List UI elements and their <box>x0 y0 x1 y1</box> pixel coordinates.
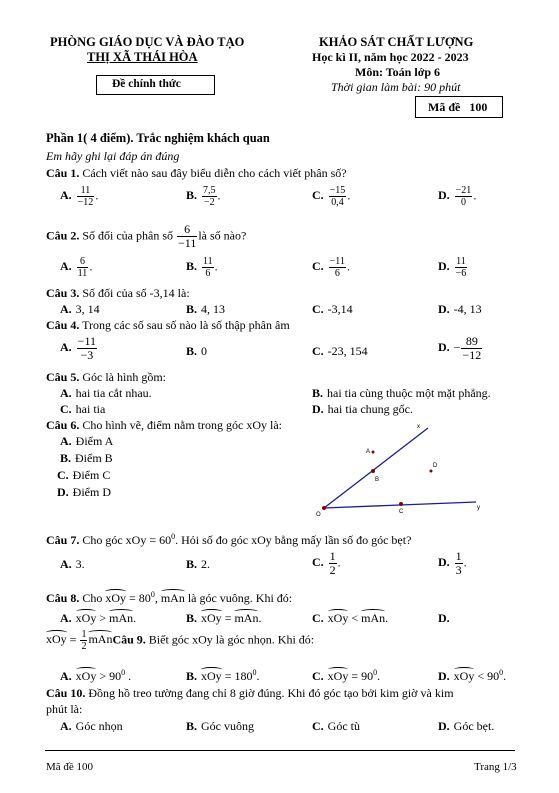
q7-text: Câu 7. Cho góc xOy = $60^0$. Hỏi số đo góc xOy bằng mấy lần số đo góc bẹt? <box>46 532 412 547</box>
label-o: O <box>316 512 321 518</box>
exam-time: Thời gian làm bài: 90 phút <box>331 80 461 94</box>
q4-option-d[interactable]: D. − $\frac{89}{-12}$ <box>438 334 482 362</box>
point-a <box>372 451 375 454</box>
q6-option-b[interactable]: B. Điểm B <box>60 451 113 465</box>
q8-text: Câu 8. Cho xOy = $80^0$, mAn là góc vuông. Khi đó: <box>46 590 293 605</box>
point-c <box>399 502 403 506</box>
q4-text: Câu 4. Trong các số sau số nào là số thập phân âm <box>46 318 290 332</box>
point-d <box>430 470 433 473</box>
school-dept: PHÒNG GIÁO DỤC VÀ ĐÀO TẠO <box>50 35 245 49</box>
q4-option-a[interactable]: A. $\frac{-11}{-3}$ <box>60 334 96 362</box>
q1-option-a[interactable]: A. $\frac{11}{-12}$ . <box>60 185 99 208</box>
q5-option-c[interactable]: C. hai tia <box>60 402 106 416</box>
q8-d-and-q9-text: xOy = $\frac{1}{2}$ mAnCâu 9. Biết góc xOy là góc nhọn. Khi đó: <box>46 629 315 652</box>
q1-option-b[interactable]: B. $\frac{7,5}{-2}$ . <box>186 185 221 208</box>
q10-option-a[interactable]: A. Góc nhọn <box>60 719 123 733</box>
q6-option-d[interactable]: D. Điểm D <box>57 485 111 499</box>
q4-option-b[interactable]: B. 0 <box>186 344 208 358</box>
q8-option-b[interactable]: B. xOy = mAn. <box>186 611 262 625</box>
q3-option-a[interactable]: A. 3, 14 <box>60 302 100 316</box>
q9-option-d[interactable]: D. xOy < $90^0$. <box>438 668 507 683</box>
point-b <box>371 469 375 473</box>
q9-option-b[interactable]: B. xOy = $180^0$. <box>186 668 260 683</box>
q10-text-cont: phút là: <box>46 702 83 716</box>
part1-title: Phần 1( 4 điểm). Trắc nghiệm khách quan <box>46 131 270 145</box>
label-a: A <box>366 449 371 455</box>
q6-text: Câu 6. Cho hình vẽ, điểm nằm trong góc xOy là: <box>46 418 282 432</box>
label-x: x <box>417 424 420 430</box>
q7-option-c[interactable]: C. $\frac{1}{2}$ . <box>312 549 341 577</box>
q2-text: Câu 2. Số đối của phân số $\frac{6}{-11}$ là số nào? <box>46 222 247 250</box>
q8-option-a[interactable]: A. xOy > mAn. <box>60 611 137 625</box>
q3-option-c[interactable]: C. -3,14 <box>312 302 353 316</box>
q5-option-a[interactable]: A. hai tia cắt nhau. <box>60 386 152 400</box>
part1-instruction: Em hãy ghi lại đáp án đúng <box>46 149 180 163</box>
exam-term: Học kì II, năm học 2022 - 2023 <box>312 50 469 64</box>
q7-option-d[interactable]: D. $\frac{1}{3}$ . <box>438 549 467 577</box>
q4-option-c[interactable]: C. -23, 154 <box>312 344 368 358</box>
label-y: y <box>477 505 480 511</box>
angle-figure <box>300 420 500 520</box>
label-d: D <box>433 463 438 469</box>
q10-option-b[interactable]: B. Góc vuông <box>186 719 255 733</box>
q9-option-c[interactable]: C. xOy = $90^0$. <box>312 668 381 683</box>
q10-option-c[interactable]: C. Góc tù <box>312 719 360 733</box>
q2-option-d[interactable]: D. $\frac{11}{-6}$ <box>438 256 467 279</box>
footer-rule <box>45 750 515 751</box>
q3-text: Câu 3. Số đối của số -3,14 là: <box>46 286 190 300</box>
exam-code: Mã đề 100 <box>428 100 488 114</box>
q2-option-c[interactable]: C. $\frac{-11}{6}$ . <box>312 256 350 279</box>
q7-option-b[interactable]: B. 2. <box>186 557 211 571</box>
exam-title: KHẢO SÁT CHẤT LƯỢNG <box>319 35 474 49</box>
q10-option-d[interactable]: D. Góc bẹt. <box>438 719 495 733</box>
label-b: B <box>375 477 380 483</box>
point-o <box>322 506 326 510</box>
q7-option-a[interactable]: A. 3. <box>60 557 85 571</box>
q10-text: Câu 10. Đồng hồ treo tường đang chỉ 8 giờ đúng. Khi đó góc tạo bởi kim giờ và kim <box>46 686 454 700</box>
q6-option-a[interactable]: A. Điểm A <box>60 434 114 448</box>
q3-option-d[interactable]: D. -4, 13 <box>438 302 482 316</box>
q3-option-b[interactable]: B. 4, 13 <box>186 302 226 316</box>
q1-option-c[interactable]: C. $\frac{-15}{0,4}$ . <box>312 185 351 208</box>
footer-page: Trang 1/3 <box>474 761 517 773</box>
q1-text: Câu 1. Cách viết nào sau đây biểu diễn cho cách viết phân số? <box>46 166 347 180</box>
official-label: Đề chính thức <box>112 78 181 90</box>
q9-option-a[interactable]: A. xOy > $90^0$ . <box>60 668 132 683</box>
ray-ox <box>324 428 428 508</box>
q5-option-b[interactable]: B. hai tia cùng thuộc một mặt phẳng. <box>312 386 491 400</box>
q5-text: Câu 5. Góc là hình gồm: <box>46 370 166 384</box>
q2-option-a[interactable]: A. $\frac{6}{11}$ . <box>60 256 93 279</box>
footer-code: Mã đề 100 <box>46 761 94 773</box>
school-town: THỊ XÃ THÁI HÒA <box>87 50 198 64</box>
q8-option-c[interactable]: C. xOy < mAn. <box>312 611 389 625</box>
label-c: C <box>399 509 404 515</box>
q2-option-b[interactable]: B. $\frac{11}{6}$ . <box>186 256 218 279</box>
exam-subject: Môn: Toán lớp 6 <box>355 65 441 79</box>
q1-option-d[interactable]: D. $\frac{-21}{0}$ . <box>438 185 477 208</box>
q5-option-d[interactable]: D. hai tia chung gốc. <box>312 402 413 416</box>
q6-option-c[interactable]: C. Điểm C <box>57 468 111 482</box>
q8-option-d[interactable]: D. <box>438 611 450 625</box>
